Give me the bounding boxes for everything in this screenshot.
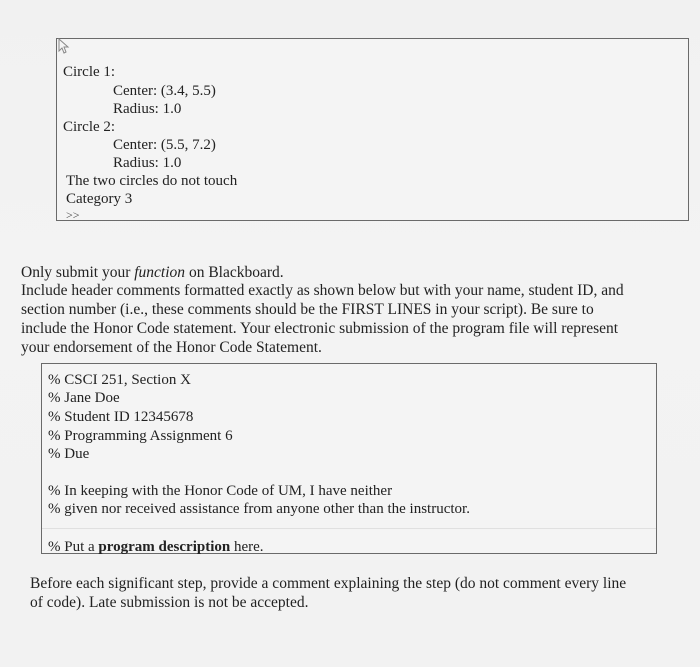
header-comments-box bbox=[41, 363, 657, 554]
divider bbox=[42, 528, 656, 529]
header-line: % Programming Assignment 6 bbox=[48, 428, 233, 444]
instruction-line-4: include the Honor Code statement. Your electronic submission of the program file will represent bbox=[21, 320, 619, 337]
output-line: Circle 2: bbox=[63, 119, 116, 135]
header-line: % Jane Doe bbox=[48, 390, 120, 406]
output-line: Center: (3.4, 5.5) bbox=[113, 83, 216, 99]
cursor-icon bbox=[57, 38, 71, 54]
output-line: Category 3 bbox=[66, 191, 133, 207]
output-line: The two circles do not touch bbox=[66, 173, 238, 189]
instruction-line-3: section number (i.e., these comments should be the FIRST LINES in your script). Be sure to bbox=[21, 301, 594, 318]
honor-code-line: % given nor received assistance from anyone other than the instructor. bbox=[48, 501, 470, 517]
honor-code-line: % In keeping with the Honor Code of UM, I have neither bbox=[48, 483, 393, 499]
header-line: % Student ID 12345678 bbox=[48, 409, 194, 425]
header-line: % CSCI 251, Section X bbox=[48, 372, 191, 388]
header-line: % Due bbox=[48, 446, 90, 462]
footer-line-2: of code). Late submission is not be accepted. bbox=[30, 594, 309, 611]
console-output-box bbox=[56, 38, 689, 221]
output-line: Radius: 1.0 bbox=[113, 101, 182, 117]
instruction-line-5: your endorsement of the Honor Code Statement. bbox=[21, 339, 322, 356]
instruction-line-2: Include header comments formatted exactly as shown below but with your name, student ID, and bbox=[21, 282, 624, 299]
command-prompt: >> bbox=[66, 208, 80, 222]
footer-line-1: Before each significant step, provide a comment explaining the step (do not comment every line bbox=[30, 575, 627, 592]
output-line: Radius: 1.0 bbox=[113, 155, 182, 171]
instruction-line-1: Only submit your function on Blackboard. bbox=[21, 264, 284, 281]
output-line: Center: (5.5, 7.2) bbox=[113, 137, 216, 153]
output-line: Circle 1: bbox=[63, 64, 116, 80]
program-description-line: % Put a program description here. bbox=[48, 539, 264, 555]
